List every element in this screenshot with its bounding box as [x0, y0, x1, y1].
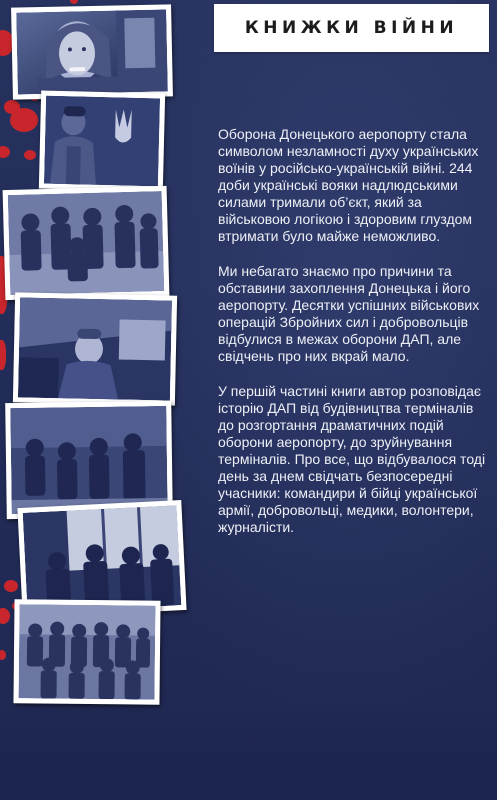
vehicle-image: [18, 297, 172, 400]
group-outdoors-image: [8, 191, 165, 295]
description-paragraph-1: Оборона Донецького аеропорту стала символом незламності духу українських воїнів у російсько-українській війні. 244 доби українські вояки надлюдськими силами тримали об’єкт, який за військовою логікою і здоровим глуздом втримати було майже неможливо.: [218, 126, 479, 244]
ruins-image: [10, 406, 167, 514]
window-image: [23, 505, 182, 612]
soldier-trident-image: [44, 96, 160, 187]
series-title: КНИЖКИ ВІЙНИ: [244, 18, 459, 38]
portrait-image: [16, 9, 168, 94]
blood-splatter: [10, 108, 38, 132]
photo-soldier-with-trident-flag: [39, 90, 165, 191]
description-paragraph-3: У першій частині книги автор розповідає історію ДАП від будівництва терміналів до розгортання драматичних подій оборони аеропорту, до зруйнування терміналів. Про все, що відбувалося тоді день за днем свідчать безпосередні учасники: командири й бійці української армії, добровольці, медики, волонтери, журналісти.: [218, 383, 486, 535]
blood-splatter: [0, 650, 6, 660]
photo-group-of-soldiers-outdoors: [3, 186, 170, 300]
blood-splatter: [4, 580, 18, 592]
blood-splatter: [0, 608, 10, 624]
blood-splatter: [70, 0, 78, 4]
description-paragraph-2: Ми небагато знаємо про причини та обставини захоплення Донецька і його аеропорту. Десятки успішних військових операцій Збройних сил і добровольців відбулися в межах оборони ДАП, але свідчень про них вкрай мало.: [218, 263, 480, 364]
photo-woman-portrait: [11, 4, 173, 99]
blood-splatter: [0, 146, 10, 158]
series-title-box: [214, 4, 489, 52]
photo-soldier-in-vehicle: [13, 292, 177, 405]
group-posing-image: [19, 604, 156, 699]
photo-group-of-soldiers-posing: [13, 599, 160, 705]
bottom-band: [0, 705, 497, 800]
book-description: [218, 126, 486, 554]
blood-splatter: [24, 150, 36, 160]
blood-splatter: [0, 340, 6, 370]
